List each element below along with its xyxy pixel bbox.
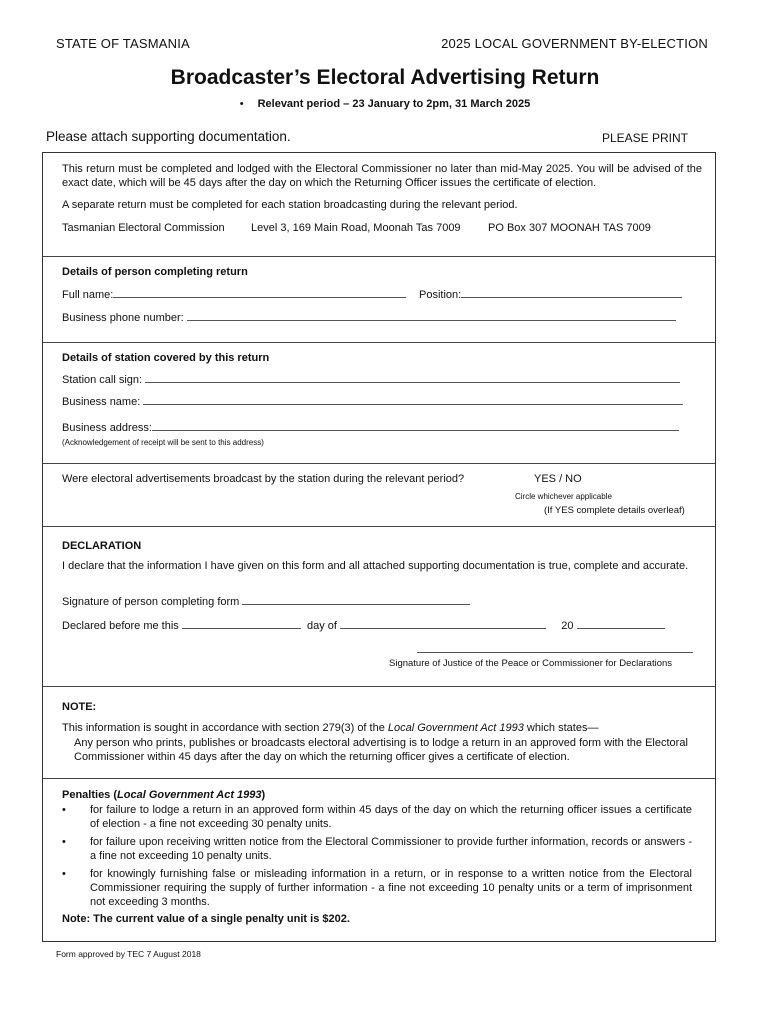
- broadcast-question: Were electoral advertisements broadcast by the station during the relevant period?: [62, 473, 465, 485]
- commission-name: Tasmanian Electoral Commission: [62, 222, 225, 234]
- form-approval-footer: Form approved by TEC 7 August 2018: [56, 949, 201, 959]
- person-heading: Details of person completing return: [62, 266, 248, 278]
- relevant-period: [0, 98, 770, 110]
- position-label: Position:: [419, 289, 462, 301]
- business-address-label: Business address:: [62, 422, 152, 434]
- circle-instruction: Circle whichever applicable: [515, 492, 612, 501]
- declaration-section: [43, 526, 715, 669]
- person-section: [43, 256, 715, 324]
- act-name: Local Government Act 1993: [387, 722, 524, 734]
- phone-label: Business phone number:: [62, 312, 184, 324]
- signature-field[interactable]: [62, 594, 470, 609]
- penalty-bullet-icon: •: [62, 804, 66, 816]
- broadcast-section: [43, 463, 715, 516]
- note-quote: Any person who prints, publishes or broadcasts electoral advertising is to lodge a return in an approved form with the Electoral Commissioner within 45 days after the day on which the returning officer gives a certificate of election.: [74, 737, 688, 763]
- penalty-item: for failure upon receiving written notice from the Electoral Commissioner to provide further information, records or answers - a fine not exceeding 10 penalty units.: [90, 836, 692, 862]
- penalty-bullet-icon: •: [62, 868, 66, 880]
- note-heading: NOTE:: [62, 701, 97, 713]
- note-section: [43, 686, 715, 763]
- station-heading: Details of station covered by this return: [62, 352, 270, 364]
- commission-po-box: PO Box 307 MOONAH TAS 7009: [488, 222, 651, 234]
- jp-signature-label: Signature of Justice of the Peace or Commissioner for Declarations: [389, 658, 673, 669]
- penalty-unit-note: Note: The current value of a single penalty unit is $202.: [62, 913, 350, 925]
- commission-address: Level 3, 169 Main Road, Moonah Tas 7009: [251, 222, 461, 234]
- penalty-item: for failure to lodge a return in an approved form within 45 days of the day on which the returning officer issues a certificate of election - a fine not exceeding 30 penalty units.: [90, 804, 692, 830]
- relevant-period-text: Relevant period – 23 January to 2pm, 31 March 2025: [257, 98, 531, 110]
- call-sign-field[interactable]: [62, 372, 680, 387]
- phone-field[interactable]: [62, 310, 676, 325]
- business-name-field[interactable]: [62, 394, 683, 409]
- intro-paragraph: This return must be completed and lodged with the Electoral Commissioner no later than mid-May 2025. You will be advised of the exact date, which will be 45 days after the day on which the Returning Officer issues the certificate of election.: [62, 163, 702, 189]
- yes-no-choice[interactable]: YES / NO: [534, 473, 582, 485]
- position-field[interactable]: [419, 287, 682, 302]
- declared-date-field[interactable]: [62, 618, 665, 633]
- day-of-label: day of: [306, 620, 337, 632]
- please-print: PLEASE PRINT: [601, 131, 688, 145]
- signature-label: Signature of person completing form: [62, 596, 240, 608]
- station-section: [43, 342, 715, 447]
- form-box: [42, 152, 716, 942]
- jp-signature-line[interactable]: [417, 642, 693, 657]
- form-title: Broadcaster’s Electoral Advertising Return: [170, 66, 600, 89]
- business-address-field[interactable]: [62, 420, 679, 435]
- business-name-label: Business name:: [62, 396, 141, 408]
- header-election: 2025 LOCAL GOVERNMENT BY-ELECTION: [441, 36, 708, 51]
- declaration-heading: DECLARATION: [62, 540, 142, 552]
- if-yes-note: (If YES complete details overleaf): [544, 505, 685, 516]
- penalties-section: [43, 778, 715, 925]
- header-state: STATE OF TASMANIA: [56, 36, 190, 51]
- penalties-heading: Penalties (Local Government Act 1993): [62, 789, 266, 801]
- note-intro: This information is sought in accordance with section 279(3) of the Local Government Act 1993 which states—: [62, 722, 599, 734]
- call-sign-label: Station call sign:: [62, 374, 143, 386]
- full-name-label: Full name:: [62, 289, 114, 301]
- separate-return-note: A separate return must be completed for each station broadcasting during the relevant period.: [62, 199, 518, 211]
- declaration-text: I declare that the information I have given on this form and all attached supporting documentation is true, complete and accurate.: [62, 560, 689, 572]
- penalty-bullet-icon: •: [62, 836, 66, 848]
- acknowledgement-note: (Acknowledgement of receipt will be sent to this address): [62, 438, 264, 447]
- penalty-item: for knowingly furnishing false or misleading information in a return, or in response to a written notice from the Electoral Commissioner requiring the supply of further information - a fine not exceeding 10 penalty units or a term of imprisonment not exceeding 3 months.: [90, 868, 692, 908]
- full-name-field[interactable]: [62, 287, 406, 302]
- declared-label: Declared before me this: [62, 620, 179, 632]
- attach-note: Please attach supporting documentation.: [46, 129, 291, 144]
- year-label: 20: [561, 620, 574, 632]
- bullet-icon: •: [239, 98, 244, 110]
